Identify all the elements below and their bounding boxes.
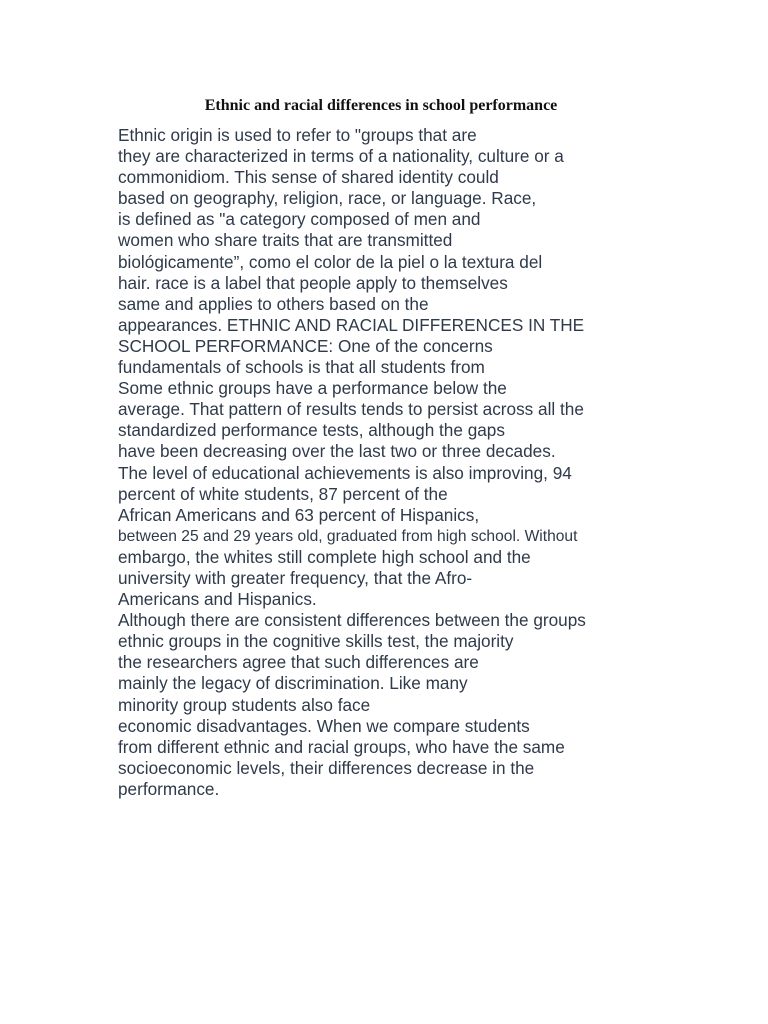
body-line: embargo, the whites still complete high school and the: [118, 546, 531, 567]
body-line: economic disadvantages. When we compare students: [118, 715, 530, 736]
document-title: Ethnic and racial differences in school performance: [204, 97, 558, 114]
body-line: same and applies to others based on the: [118, 293, 429, 314]
body-line: Although there are consistent differences between the groups: [118, 610, 586, 631]
body-line: The level of educational achievements is also improving, 94: [118, 462, 572, 483]
body-line: they are characterized in terms of a nationality, culture or a: [118, 146, 564, 167]
body-line: biológicamente”, como el color de la piel o la textura del: [118, 251, 543, 272]
body-line: hair. race is a label that people apply to themselves: [118, 272, 508, 293]
body-line: between 25 and 29 years old, graduated from high school. Without: [118, 527, 578, 545]
document-body: [118, 125, 758, 800]
body-line: ethnic groups in the cognitive skills test, the majority: [118, 631, 514, 652]
body-line: average. That pattern of results tends to persist across all the: [118, 399, 584, 420]
body-line: minority group students also face: [118, 694, 371, 715]
body-line: Americans and Hispanics.: [118, 589, 317, 610]
body-line: percent of white students, 87 percent of the: [118, 483, 448, 504]
body-line: from different ethnic and racial groups, who have the same: [118, 736, 565, 757]
body-line: standardized performance tests, although the gaps: [118, 420, 505, 441]
body-line: women who share traits that are transmitted: [118, 230, 453, 251]
body-line: university with greater frequency, that the Afro-: [118, 567, 473, 588]
body-line: socioeconomic levels, their differences decrease in the: [118, 757, 535, 778]
body-line: the researchers agree that such differences are: [118, 652, 479, 673]
body-line: is defined as "a category composed of men and: [118, 209, 481, 230]
body-line: Ethnic origin is used to refer to "groups that are: [118, 125, 477, 145]
body-line: fundamentals of schools is that all students from: [118, 357, 485, 378]
body-line: have been decreasing over the last two or three decades.: [118, 441, 556, 462]
body-line: mainly the legacy of discrimination. Like many: [118, 673, 468, 694]
body-line: performance.: [118, 778, 220, 799]
body-line: based on geography, religion, race, or language. Race,: [118, 188, 537, 209]
body-line: African Americans and 63 percent of Hispanics,: [118, 504, 480, 525]
body-line: Some ethnic groups have a performance below the: [118, 378, 507, 399]
body-line: SCHOOL PERFORMANCE: One of the concerns: [118, 335, 493, 356]
body-line: commonidiom. This sense of shared identity could: [118, 167, 499, 188]
body-line: appearances. ETHNIC AND RACIAL DIFFERENCES IN THE: [118, 314, 585, 335]
